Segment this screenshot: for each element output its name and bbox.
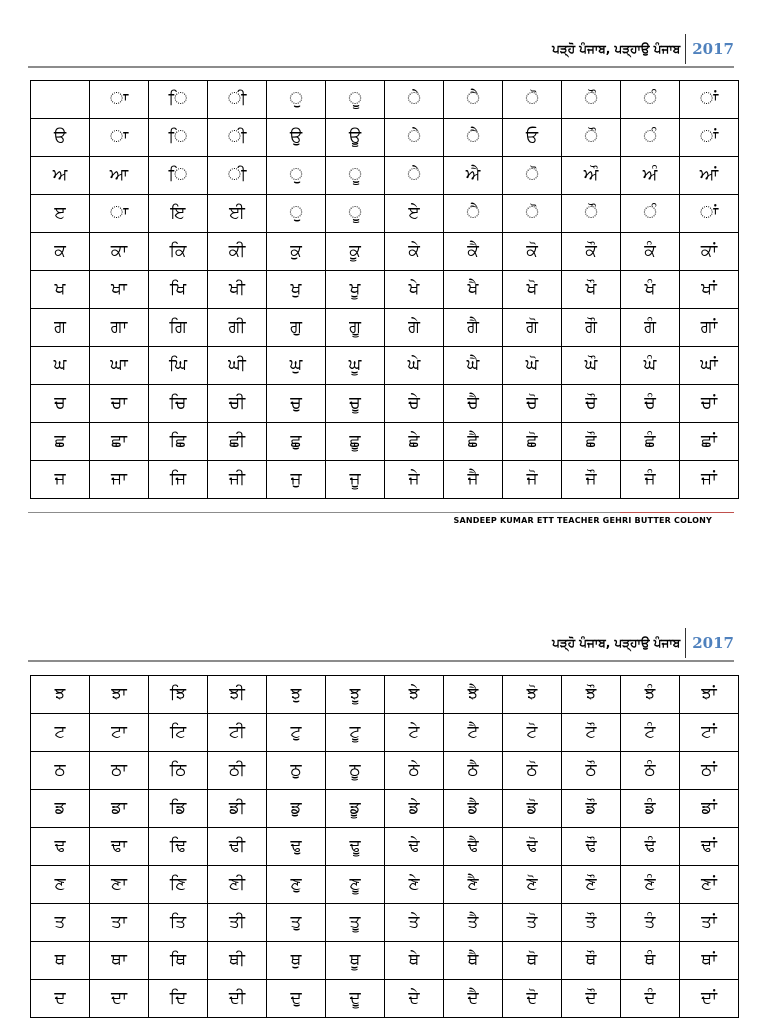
table-cell: ਤੂ [326, 904, 385, 942]
table-cell: ਣੋ [503, 866, 562, 904]
table-cell: ਥੌ [562, 942, 621, 980]
table-cell: ਜ [31, 461, 90, 499]
table-cell: ਦੌ [562, 980, 621, 1018]
table-cell: ਦੰ [621, 980, 680, 1018]
table-cell: ਣੰ [621, 866, 680, 904]
table-cell: ੋ [503, 157, 562, 195]
table-cell: ਕਾ [90, 233, 149, 271]
table-cell: ਛੈ [444, 423, 503, 461]
table-cell: ਤੁ [267, 904, 326, 942]
table-cell: ਟੰ [621, 714, 680, 752]
table-cell: ਚੁ [267, 385, 326, 423]
table-cell: ਘੰ [621, 347, 680, 385]
header-rule [28, 660, 734, 662]
table-cell: ਗੂ [326, 309, 385, 347]
table-row [31, 119, 739, 157]
table-cell: ੋ [503, 195, 562, 233]
table-cell: ਚ [31, 385, 90, 423]
table-cell: ਟੂ [326, 714, 385, 752]
table-cell: ਤੋ [503, 904, 562, 942]
table-row [31, 714, 739, 752]
table-cell: ੁ [267, 195, 326, 233]
table-cell: ਝੋ [503, 676, 562, 714]
table-cell: ਿ [149, 157, 208, 195]
table-cell: ਗੀ [208, 309, 267, 347]
table-cell: ਤਾਂ [680, 904, 739, 942]
table-cell: ਊ [326, 119, 385, 157]
table-cell: ੈ [444, 81, 503, 119]
table-cell: ਖੰ [621, 271, 680, 309]
table-cell: ਝੈ [444, 676, 503, 714]
table-cell: ਚਾਂ [680, 385, 739, 423]
table-cell: ਢੰ [621, 828, 680, 866]
table-cell: ਜਾਂ [680, 461, 739, 499]
table-cell: ਦੀ [208, 980, 267, 1018]
table-cell: ੈ [444, 119, 503, 157]
table-cell: ੲ [31, 195, 90, 233]
table-cell: ਕੁ [267, 233, 326, 271]
table-cell: ਈ [208, 195, 267, 233]
table-cell: ਥੰ [621, 942, 680, 980]
table-cell: ਤੀ [208, 904, 267, 942]
table-cell: ਚੈ [444, 385, 503, 423]
table-cell: ਛੰ [621, 423, 680, 461]
table-cell: ਾ [90, 81, 149, 119]
barakhadi-table-1 [30, 80, 739, 499]
table-cell: ਥਿ [149, 942, 208, 980]
table-cell: ਖੁ [267, 271, 326, 309]
table-cell: ਘੈ [444, 347, 503, 385]
table-cell: ਘਿ [149, 347, 208, 385]
table-cell: ਠੰ [621, 752, 680, 790]
table-row [31, 385, 739, 423]
table-row [31, 157, 739, 195]
table-cell: ਝੂ [326, 676, 385, 714]
table-cell: ਖੈ [444, 271, 503, 309]
page-header [552, 626, 734, 660]
table-cell: ਆ [90, 157, 149, 195]
table-cell: ਠ [31, 752, 90, 790]
table-cell: ਦੂ [326, 980, 385, 1018]
table-cell: ਡੈ [444, 790, 503, 828]
table-cell: ਗੰ [621, 309, 680, 347]
table-cell: ਿ [149, 119, 208, 157]
table-cell: ਦੋ [503, 980, 562, 1018]
table-cell: ਾਂ [680, 81, 739, 119]
table-cell: ਢੌ [562, 828, 621, 866]
table-cell: ਠੌ [562, 752, 621, 790]
table-cell [31, 81, 90, 119]
table-cell: ਤੇ [385, 904, 444, 942]
table-row [31, 676, 739, 714]
table-cell: ਖਾਂ [680, 271, 739, 309]
table-cell: ਜੌ [562, 461, 621, 499]
table-cell: ਘੂ [326, 347, 385, 385]
table-cell: ਗਾ [90, 309, 149, 347]
table-cell: ਅੰ [621, 157, 680, 195]
table-cell: ੇ [385, 157, 444, 195]
table-row [31, 271, 739, 309]
table-cell: ਿ [149, 81, 208, 119]
table-cell: ੀ [208, 81, 267, 119]
table-cell: ੰ [621, 195, 680, 233]
table-cell: ਝੀ [208, 676, 267, 714]
table-cell: ਏ [385, 195, 444, 233]
table-cell: ਣੁ [267, 866, 326, 904]
table-cell: ਥੁ [267, 942, 326, 980]
header-year: 2017 [692, 634, 734, 652]
table-cell: ਠੀ [208, 752, 267, 790]
table-cell: ਠੋ [503, 752, 562, 790]
table-cell: ਚਾ [90, 385, 149, 423]
table-cell: ਣਾਂ [680, 866, 739, 904]
table-cell: ਗੁ [267, 309, 326, 347]
table-cell: ਟਾਂ [680, 714, 739, 752]
table-row [31, 866, 739, 904]
table-cell: ਝ [31, 676, 90, 714]
table-cell: ਤੈ [444, 904, 503, 942]
table-cell: ਓ [503, 119, 562, 157]
table-cell: ਟੈ [444, 714, 503, 752]
table-cell: ਝੁ [267, 676, 326, 714]
table-cell: ਡੇ [385, 790, 444, 828]
table-cell: ਡੁ [267, 790, 326, 828]
table-cell: ਤੰ [621, 904, 680, 942]
table-cell: ਕੌ [562, 233, 621, 271]
table-cell: ਕਿ [149, 233, 208, 271]
table-cell: ਝੌ [562, 676, 621, 714]
table-cell: ਢੀ [208, 828, 267, 866]
table-cell: ਚਿ [149, 385, 208, 423]
table-cell: ਾ [90, 119, 149, 157]
table-cell: ਣੈ [444, 866, 503, 904]
table-cell: ਜੀ [208, 461, 267, 499]
table-cell: ਛੌ [562, 423, 621, 461]
table-cell: ਣੂ [326, 866, 385, 904]
header-year: 2017 [692, 40, 734, 58]
table-cell: ਡ [31, 790, 90, 828]
table-cell: ਕੇ [385, 233, 444, 271]
table-cell: ਆਂ [680, 157, 739, 195]
table-cell: ਘਾਂ [680, 347, 739, 385]
table-cell: ਜੇ [385, 461, 444, 499]
table-cell: ੇ [385, 119, 444, 157]
table-row [31, 752, 739, 790]
table-cell: ਣ [31, 866, 90, 904]
table-cell: ੰ [621, 81, 680, 119]
table-cell: ਕੈ [444, 233, 503, 271]
header-title: ਪੜ੍ਹੋ ਪੰਜਾਬ, ਪੜ੍ਹਾਉ ਪੰਜਾਬ [552, 635, 681, 650]
table-cell: ਟੇ [385, 714, 444, 752]
table-cell: ਣੇ [385, 866, 444, 904]
table-cell: ਘੌ [562, 347, 621, 385]
table-cell: ਾਂ [680, 119, 739, 157]
table-cell: ਠੂ [326, 752, 385, 790]
table-cell: ਾਂ [680, 195, 739, 233]
table-cell: ਕੰ [621, 233, 680, 271]
table-cell: ਚੇ [385, 385, 444, 423]
table-cell: ੰ [621, 119, 680, 157]
table-cell: ਛੂ [326, 423, 385, 461]
table-cell: ਡਿ [149, 790, 208, 828]
table-cell: ਗੋ [503, 309, 562, 347]
table-cell: ਣਿ [149, 866, 208, 904]
table-cell: ਦਿ [149, 980, 208, 1018]
table-cell: ਟੁ [267, 714, 326, 752]
table-cell: ਥ [31, 942, 90, 980]
table-cell: ਝੰ [621, 676, 680, 714]
table-cell: ਟ [31, 714, 90, 752]
table-cell: ਗਾਂ [680, 309, 739, 347]
table-cell: ਘੁ [267, 347, 326, 385]
table-cell: ਗ [31, 309, 90, 347]
table-cell: ੀ [208, 157, 267, 195]
table-cell: ਝਾ [90, 676, 149, 714]
table-cell: ਠੁ [267, 752, 326, 790]
table-cell: ੂ [326, 195, 385, 233]
table-cell: ਤਾ [90, 904, 149, 942]
table-cell: ੀ [208, 119, 267, 157]
table-cell: ਖੋ [503, 271, 562, 309]
table-cell: ਡਾਂ [680, 790, 739, 828]
table-cell: ਢ [31, 828, 90, 866]
table-cell: ਝਿ [149, 676, 208, 714]
table-cell: ਠਾ [90, 752, 149, 790]
table-cell: ਾ [90, 195, 149, 233]
table-row [31, 980, 739, 1018]
table-cell: ਢੈ [444, 828, 503, 866]
table-cell: ਤਿ [149, 904, 208, 942]
table-cell: ਦੁ [267, 980, 326, 1018]
table-row [31, 347, 739, 385]
table-cell: ਠਾਂ [680, 752, 739, 790]
table-cell: ਚੰ [621, 385, 680, 423]
table-cell: ਜੋ [503, 461, 562, 499]
table-cell: ੁ [267, 157, 326, 195]
page-footer: SANDEEP KUMAR ETT TEACHER GEHRI BUTTER COLONY [453, 516, 712, 525]
table-cell: ਥਾਂ [680, 942, 739, 980]
table-cell: ਘੇ [385, 347, 444, 385]
table-row [31, 309, 739, 347]
table-cell: ੌ [562, 119, 621, 157]
table-cell: ਥੇ [385, 942, 444, 980]
table-cell: ਘੋ [503, 347, 562, 385]
table-cell: ਡੋ [503, 790, 562, 828]
barakhadi-table-2 [30, 675, 739, 1018]
table-cell: ਉ [267, 119, 326, 157]
table-row [31, 195, 739, 233]
table-cell: ਛਾਂ [680, 423, 739, 461]
table-cell: ਛੁ [267, 423, 326, 461]
header-rule [28, 66, 734, 68]
table-cell: ਜੰ [621, 461, 680, 499]
table-cell: ਝੇ [385, 676, 444, 714]
footer-accent-line [620, 512, 734, 513]
table-cell: ਤੌ [562, 904, 621, 942]
table-cell: ਖਿ [149, 271, 208, 309]
table-cell: ਢੋ [503, 828, 562, 866]
table-cell: ੌ [562, 81, 621, 119]
table-cell: ਜਿ [149, 461, 208, 499]
table-cell: ਕ [31, 233, 90, 271]
table-cell: ਕੂ [326, 233, 385, 271]
table-cell: ਛੀ [208, 423, 267, 461]
table-cell: ਥਾ [90, 942, 149, 980]
table-row [31, 461, 739, 499]
table-cell: ੇ [385, 81, 444, 119]
table-cell: ਥੈ [444, 942, 503, 980]
table-cell: ਔ [562, 157, 621, 195]
table-cell: ਜੂ [326, 461, 385, 499]
table-cell: ਢਾਂ [680, 828, 739, 866]
table-row [31, 828, 739, 866]
table-cell: ੌ [562, 195, 621, 233]
table-cell: ੁ [267, 81, 326, 119]
table-cell: ਥੋ [503, 942, 562, 980]
table-cell: ਠੇ [385, 752, 444, 790]
table-cell: ਖਾ [90, 271, 149, 309]
table-cell: ਣਾ [90, 866, 149, 904]
table-cell: ਘੀ [208, 347, 267, 385]
table-cell: ਢਿ [149, 828, 208, 866]
table-row [31, 423, 739, 461]
table-cell: ਛ [31, 423, 90, 461]
table-cell: ਘ [31, 347, 90, 385]
table-cell: ਟੌ [562, 714, 621, 752]
table-cell: ਛੇ [385, 423, 444, 461]
table-cell: ਢੇ [385, 828, 444, 866]
table-cell: ਖੀ [208, 271, 267, 309]
table-cell: ਡੀ [208, 790, 267, 828]
table-cell: ਅ [31, 157, 90, 195]
table-cell: ਡਾ [90, 790, 149, 828]
table-cell: ਕਾਂ [680, 233, 739, 271]
table-cell: ਝਾਂ [680, 676, 739, 714]
table-cell: ਢੂ [326, 828, 385, 866]
table-cell: ਢੁ [267, 828, 326, 866]
table-cell: ਗੇ [385, 309, 444, 347]
table-cell: ਚੌ [562, 385, 621, 423]
table-cell: ਦੇ [385, 980, 444, 1018]
page-header [552, 32, 734, 66]
table-cell: ਡੂ [326, 790, 385, 828]
table-cell: ਗੌ [562, 309, 621, 347]
table-row [31, 904, 739, 942]
table-row [31, 942, 739, 980]
table-cell: ਦਾ [90, 980, 149, 1018]
table-cell: ਟੀ [208, 714, 267, 752]
table-cell: ਛਾ [90, 423, 149, 461]
table-cell: ਦਾਂ [680, 980, 739, 1018]
table-cell: ਦੈ [444, 980, 503, 1018]
table-row [31, 790, 739, 828]
table-cell: ਟੋ [503, 714, 562, 752]
table-row [31, 81, 739, 119]
table-cell: ਘਾ [90, 347, 149, 385]
table-cell: ਖੂ [326, 271, 385, 309]
table-cell: ਗੈ [444, 309, 503, 347]
table-cell: ਇ [149, 195, 208, 233]
table-cell: ਢਾ [90, 828, 149, 866]
table-cell: ਕੋ [503, 233, 562, 271]
table-cell: ਠੈ [444, 752, 503, 790]
table-cell: ਟਾ [90, 714, 149, 752]
table-cell: ਖ [31, 271, 90, 309]
table-cell: ੋ [503, 81, 562, 119]
table-cell: ਠਿ [149, 752, 208, 790]
table-cell: ਚੀ [208, 385, 267, 423]
table-cell: ਖੌ [562, 271, 621, 309]
table-cell: ਚੋ [503, 385, 562, 423]
table-cell: ੂ [326, 157, 385, 195]
table-cell: ਕੀ [208, 233, 267, 271]
table-cell: ਣੌ [562, 866, 621, 904]
table-cell: ਜੈ [444, 461, 503, 499]
table-cell: ਚੂ [326, 385, 385, 423]
table-cell: ਥੀ [208, 942, 267, 980]
table-cell: ਖੇ [385, 271, 444, 309]
table-cell: ੳ [31, 119, 90, 157]
table-cell: ਜਾ [90, 461, 149, 499]
table-cell: ਛੋ [503, 423, 562, 461]
table-cell: ਡੰ [621, 790, 680, 828]
table-cell: ਗਿ [149, 309, 208, 347]
table-cell: ਛਿ [149, 423, 208, 461]
table-cell: ਡੌ [562, 790, 621, 828]
table-cell: ਜੁ [267, 461, 326, 499]
table-cell: ਟਿ [149, 714, 208, 752]
table-row [31, 233, 739, 271]
table-cell: ਦ [31, 980, 90, 1018]
table-cell: ਣੀ [208, 866, 267, 904]
header-title: ਪੜ੍ਹੋ ਪੰਜਾਬ, ਪੜ੍ਹਾਉ ਪੰਜਾਬ [552, 41, 681, 56]
table-cell: ੈ [444, 195, 503, 233]
table-cell: ਤ [31, 904, 90, 942]
table-cell: ਐ [444, 157, 503, 195]
table-cell: ੂ [326, 81, 385, 119]
table-cell: ਥੂ [326, 942, 385, 980]
